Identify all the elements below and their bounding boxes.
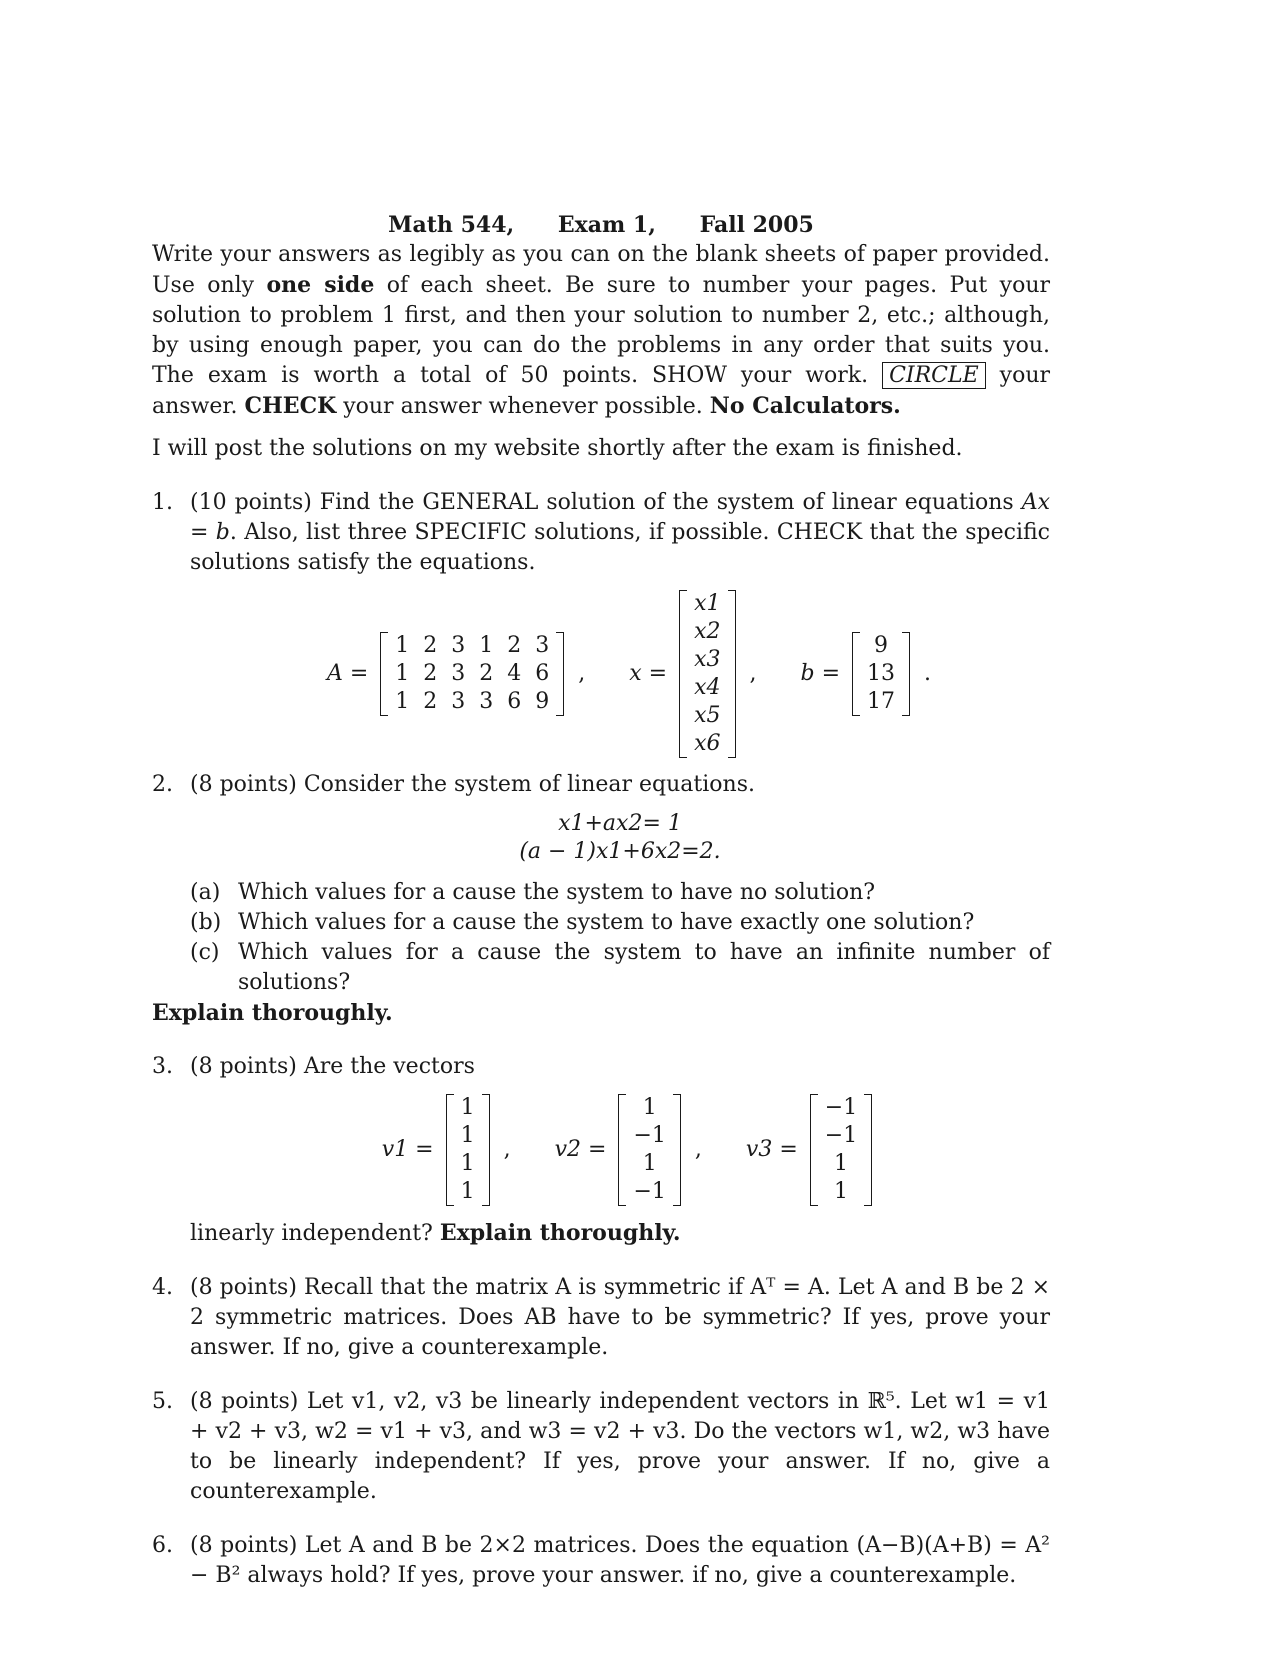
term-label: Fall 2005 (699, 212, 814, 238)
problem-5: 5. (8 points) Let v1, v2, v3 be linearly independent vectors in ℝ⁵. Let w1 = v1 + v2 + v3, w2 = v1 + v3, and w3 = v2 + v3. Do the vectors w1, w2, w3 have to be linearly independent? If yes, prove your answer. If no, give a counterexample. (152, 1389, 1050, 1504)
vector-cell: −1 (824, 1095, 858, 1120)
matrix-cell: 2 (479, 661, 494, 686)
vector-cell: 1 (642, 1095, 657, 1120)
circle-box: CIRCLE (882, 362, 986, 389)
problem-4: 4. (8 points) Recall that the matrix A is symmetric if Aᵀ = A. Let A and B be 2 × 2 symmetric matrices. Does AB have to be symmetric? If yes, prove your answer. If no, give a counterexample. (152, 1275, 1050, 1360)
problem-6: 6. (8 points) Let A and B be 2×2 matrices. Does the equation (A−B)(A+B) = A² − B² always hold? If yes, prove your answer. if no, give a counterexample. (152, 1533, 1050, 1588)
vector-cell: x6 (694, 731, 721, 756)
subquestion: (b) Which values for a cause the system to have exactly one solution? (190, 910, 975, 935)
vector-cell: 13 (867, 661, 896, 686)
matrix-cell: 1 (395, 689, 410, 714)
vector-cell: x3 (694, 647, 721, 672)
vector-cell: 1 (834, 1179, 848, 1204)
vector-cell: 1 (642, 1151, 657, 1176)
vector-cell: x4 (694, 675, 721, 700)
matrix-cell: 1 (479, 633, 494, 658)
vector-v1 (446, 1094, 490, 1206)
vector-cell: 1 (460, 1123, 475, 1148)
matrix-A (380, 632, 564, 716)
vector-v2 (618, 1094, 680, 1206)
problem-1-matrices: A = 1 2 3 1 2 3 1 2 3 2 4 6 1 2 3 3 6 9 , x = x1 x2 x3 x4 x5 x6 , b = 9 13 17 . (326, 591, 932, 756)
vector-cell: 1 (460, 1151, 475, 1176)
vector-cell: 1 (834, 1151, 848, 1176)
matrix-cell: 3 (535, 633, 550, 658)
subquestion: (c) Which values for a cause the system to have an infinite number of solutions? (190, 940, 1050, 995)
problem-2: 2. (8 points) Consider the system of linear equations. x1+ax2= 1 (a − 1)x1+6x2=2. (a) Which values for a cause the system to have no solution? (b) Which values for a cause the system to have exactly one solution? (c) Which values for a cause the system to have an infinite number of solutions? (152, 770, 1050, 998)
vector-cell: 1 (460, 1179, 475, 1204)
vector-b (852, 632, 910, 716)
exam-page (152, 210, 1050, 1591)
vector-cell: −1 (824, 1123, 858, 1148)
instructions-paragraph: Write your answers as legibly as you can on the blank sheets of paper provided. Use only one side of each sheet. Be sure to number your pages. Put your solution to problem 1 first, and then your solution to number 2, etc.; although, by using enough paper, you can do the problems in any order that suits you. The exam is worth a total of 50 points. SHOW your work. CIRCLE your answer. CHECK your answer whenever possible. No Calculators. (152, 242, 1051, 419)
exam-title (152, 210, 1050, 240)
matrix-cell: 2 (423, 661, 438, 686)
linear-system: x1+ax2= 1 (a − 1)x1+6x2=2. (519, 811, 721, 864)
subquestion: (a) Which values for a cause the system to have no solution? (190, 880, 876, 905)
matrix-cell: 4 (507, 661, 522, 686)
vector-cell: x2 (694, 619, 721, 644)
problem-1: 1. (10 points) Find the GENERAL solution of the system of linear equations Ax = b. Also, list three SPECIFIC solutions, if possible. CHECK that the specific solutions satisfy the equations. A = 1 2 3 1 2 3 1 2 3 2 4 6 1 2 3 3 6 9 , x = x1 x2 x3 x4 x5 x6 , b = 9 13 17 . (152, 490, 1050, 756)
explain-label: Explain thoroughly. (152, 1000, 393, 1026)
course-label: Math 544, (388, 212, 515, 238)
matrix-cell: 2 (423, 633, 438, 658)
exam-label: Exam 1, (557, 212, 656, 238)
vector-cell: 17 (867, 689, 896, 714)
solutions-note: I will post the solutions on my website shortly after the exam is finished. (152, 436, 963, 461)
matrix-cell: 6 (507, 689, 522, 714)
matrix-cell: 3 (451, 689, 466, 714)
matrix-cell: 6 (535, 661, 550, 686)
vector-cell: x5 (694, 703, 721, 728)
problem-3: 3. (8 points) Are the vectors v1 = 1 1 1 1 , v2 = 1 −1 1 −1 , v3 = −1 −1 1 1 linearly independent? Explain thoroughly. (152, 1052, 1050, 1249)
matrix-cell: 1 (395, 661, 410, 686)
vector-v3 (810, 1094, 872, 1206)
matrix-cell: 9 (535, 689, 550, 714)
matrix-cell: 2 (423, 689, 438, 714)
matrix-cell: 1 (395, 633, 410, 658)
vector-cell: −1 (633, 1179, 666, 1204)
vector-x (679, 590, 735, 758)
vector-cell: −1 (633, 1123, 666, 1148)
vector-cell: 9 (874, 633, 889, 658)
vector-cell: 1 (460, 1095, 475, 1120)
matrix-cell: 3 (451, 633, 466, 658)
matrix-cell: 2 (507, 633, 522, 658)
problem-2-parts (190, 878, 1050, 998)
problem-3-vectors: v1 = 1 1 1 1 , v2 = 1 −1 1 −1 , v3 = −1 −1 1 1 (190, 1094, 1050, 1206)
matrix-cell: 3 (479, 689, 494, 714)
vector-cell: x1 (694, 591, 721, 616)
matrix-cell: 3 (451, 661, 466, 686)
